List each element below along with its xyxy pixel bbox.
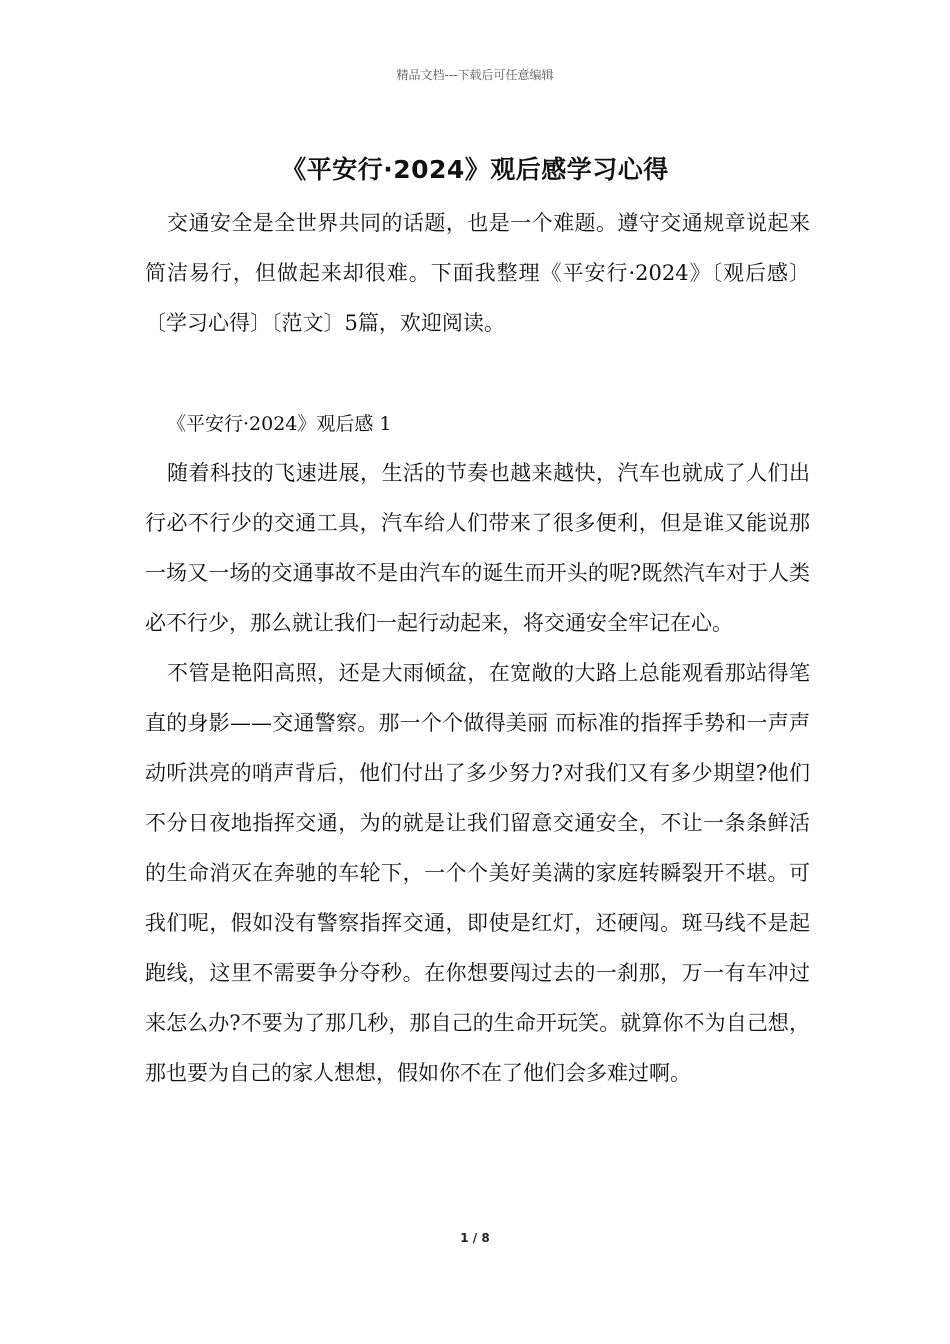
intro-paragraph: 交通安全是全世界共同的话题，也是一个难题。遵守交通规章说起来简洁易行，但做起来却很难。下面我整理《平安行·2024》〔观后感〕〔学习心得〕〔范文〕5篇，欢迎阅读。 <box>145 211 810 335</box>
header-note: 精品文档---下载后可任意编辑 <box>396 68 554 82</box>
page-number: 1 / 8 <box>460 1231 490 1245</box>
intro-section <box>145 198 810 348</box>
section-heading: 《平安行·2024》观后感 1 <box>167 413 392 435</box>
essay-paragraph-1: 随着科技的飞速进展，生活的节奏也越来越快，汽车也就成了人们出行必不行少的交通工具，汽车给人们带来了很多便利，但是谁又能说那一场又一场的交通事故不是由汽车的诞生而开头的呢?既然汽车对于人类必不行少，那么就让我们一起行动起来，将交通安全牢记在心。 <box>145 461 810 635</box>
essay-paragraph-2: 不管是艳阳高照，还是大雨倾盆，在宽敞的大路上总能观看那站得笔直的身影——交通警察。那一个个做得美丽 而标准的指挥手势和一声声动听洪亮的哨声背后，他们付出了多少努力?对我们又有多少期望?他们不分日夜地指挥交通，为的就是让我们留意交通安全，不让一条条鲜活的生命消灭在奔驰的车轮下，一个个美好美满的家庭转瞬裂开不堪。可我们呢，假如没有警察指挥交通，即使是红灯，还硬闯。斑马线不是起跑线，这里不需要争分夺秒。在你想要闯过去的一刹那，万一有车冲过来怎么办?不要为了那几秒，那自己的生命开玩笑。就算你不为自己想，那也要为自己的家人想想，假如你不在了他们会多难过啊。 <box>145 661 810 1085</box>
document-title: 《平安行·2024》观后感学习心得 <box>281 155 669 184</box>
essay-body <box>145 448 810 1098</box>
